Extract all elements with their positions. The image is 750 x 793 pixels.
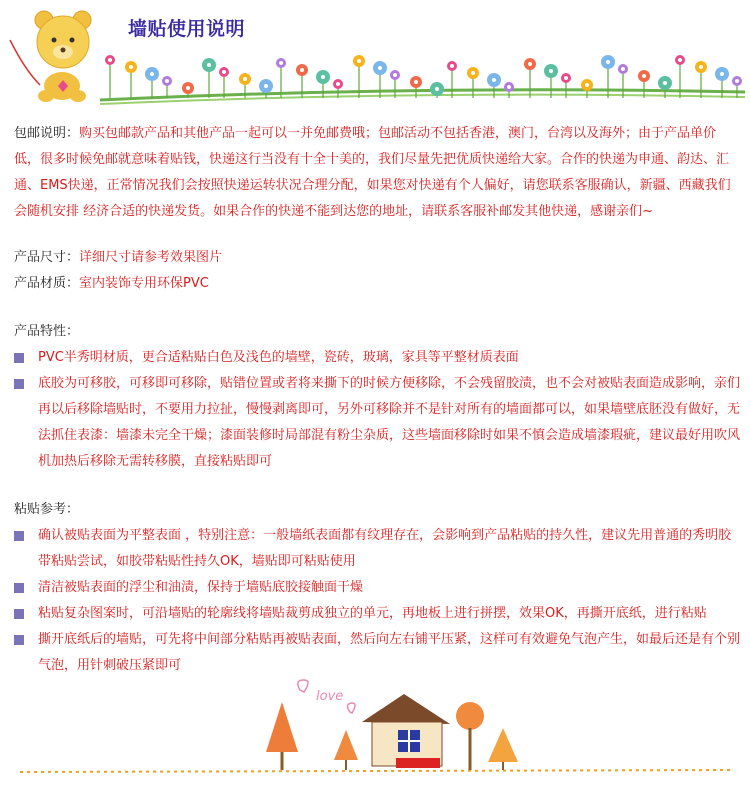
material-label: 产品材质： (14, 276, 80, 291)
tree-icon (334, 730, 358, 770)
bullet-square-icon (14, 379, 24, 389)
bullet-square-icon (14, 583, 24, 593)
shipping-section (14, 121, 740, 225)
shipping-label: 包邮说明： (14, 126, 80, 141)
tree-icon (266, 702, 298, 770)
reference-text: 确认被贴表面为平整表面 ，特别注意：一般墙纸表面都有纹理存在，会影响到产品粘贴的持久性，建议先用普通的秀明胶带粘贴尝试，如胶带粘贴性持久OK，墙贴即可粘贴使用 (38, 528, 732, 569)
ground-line (20, 770, 730, 772)
reference-text: 撕开底纸后的墙贴，可先将中间部分粘贴再被贴表面，然后向左右铺平压紧，这样可有效避免气泡产生，如最后还是有个别气泡，用针刺破压紧即可 (38, 632, 741, 673)
feature-item (14, 345, 740, 371)
bullet-square-icon (14, 609, 24, 619)
size-row (14, 245, 740, 271)
flower-border (100, 90, 745, 104)
header-graphics (0, 0, 750, 110)
footer-graphics (0, 672, 750, 789)
features-title: 产品特性： (14, 324, 80, 339)
material-value: 室内装饰专用环保PVC (79, 276, 209, 291)
reference-item (14, 575, 740, 601)
string-line (10, 40, 40, 85)
feature-text: 底胶为可移胶，可移即可移除，贴错位置或者将来撕下的时候方便移除，不会残留胶渍，也不会对被贴表面造成影响，亲们再以后移除墙贴时，不要用力拉扯，慢慢剥离即可，另外可移除并不是针对所有的墙面都可以，如果墙壁底胚没有做好，无法抓住表漆：墙漆未完全干燥；漆面装修时局部混有粉尘杂质，这些墙面移除时如果不慎会造成墙漆瑕疵，建议最好用吹风机加热后移除无需转移膜，直接粘贴即可 (38, 376, 741, 469)
size-label: 产品尺寸： (14, 250, 80, 265)
feature-item (14, 371, 740, 475)
header-banner (0, 0, 750, 110)
size-value: 详细尺寸请参考效果图片 (79, 250, 223, 265)
house-icon (362, 694, 450, 768)
bullet-square-icon (14, 353, 24, 363)
reference-title: 粘贴参考： (14, 502, 80, 517)
reference-text: 清洁被贴表面的浮尘和油渍，保持于墙贴底胶接触面干燥 (38, 580, 364, 595)
tree-icon (456, 702, 484, 770)
house-trees-illustration (0, 672, 750, 789)
tree-icon (488, 728, 518, 770)
heart-icon (347, 703, 355, 713)
love-text: love (316, 689, 344, 704)
shipping-text: 购买包邮款产品和其他产品一起可以一并免邮费哦；包邮活动不包括香港，澳门，台湾以及海外；由于产品单价低，很多时候免邮就意味着贴钱，快递这行当没有十全十美的，我们尽量先把优质快递给大家。合作的快递为申通、韵达、汇通、EMS快递，正常情况我们会按照快递运转状况合理分配，如果您对快递有个人偏好，请您联系客服确认，新疆、西藏我们会随机安排 经济合适的快递发货。如果合作的快递不能到达您的地址，请联系客服补邮发其他快递，感谢亲们~ (14, 126, 731, 219)
reference-item (14, 601, 740, 627)
heart-icon (298, 680, 308, 692)
page-title: 墙贴使用说明 (128, 18, 246, 40)
bullet-square-icon (14, 531, 24, 541)
material-row (14, 271, 740, 297)
teddy-bear-icon (35, 11, 91, 102)
feature-text: PVC半秀明材质，更合适粘贴白色及浅色的墙壁，瓷砖，玻璃，家具等平整材质表面 (38, 350, 519, 365)
bullet-square-icon (14, 635, 24, 645)
reference-item (14, 523, 740, 575)
content-body (14, 121, 740, 679)
reference-text: 粘贴复杂图案时，可沿墙贴的轮廓线将墙贴裁剪成独立的单元，再地板上进行拼摆，效果OK，再撕开底纸，进行粘贴 (38, 606, 707, 621)
